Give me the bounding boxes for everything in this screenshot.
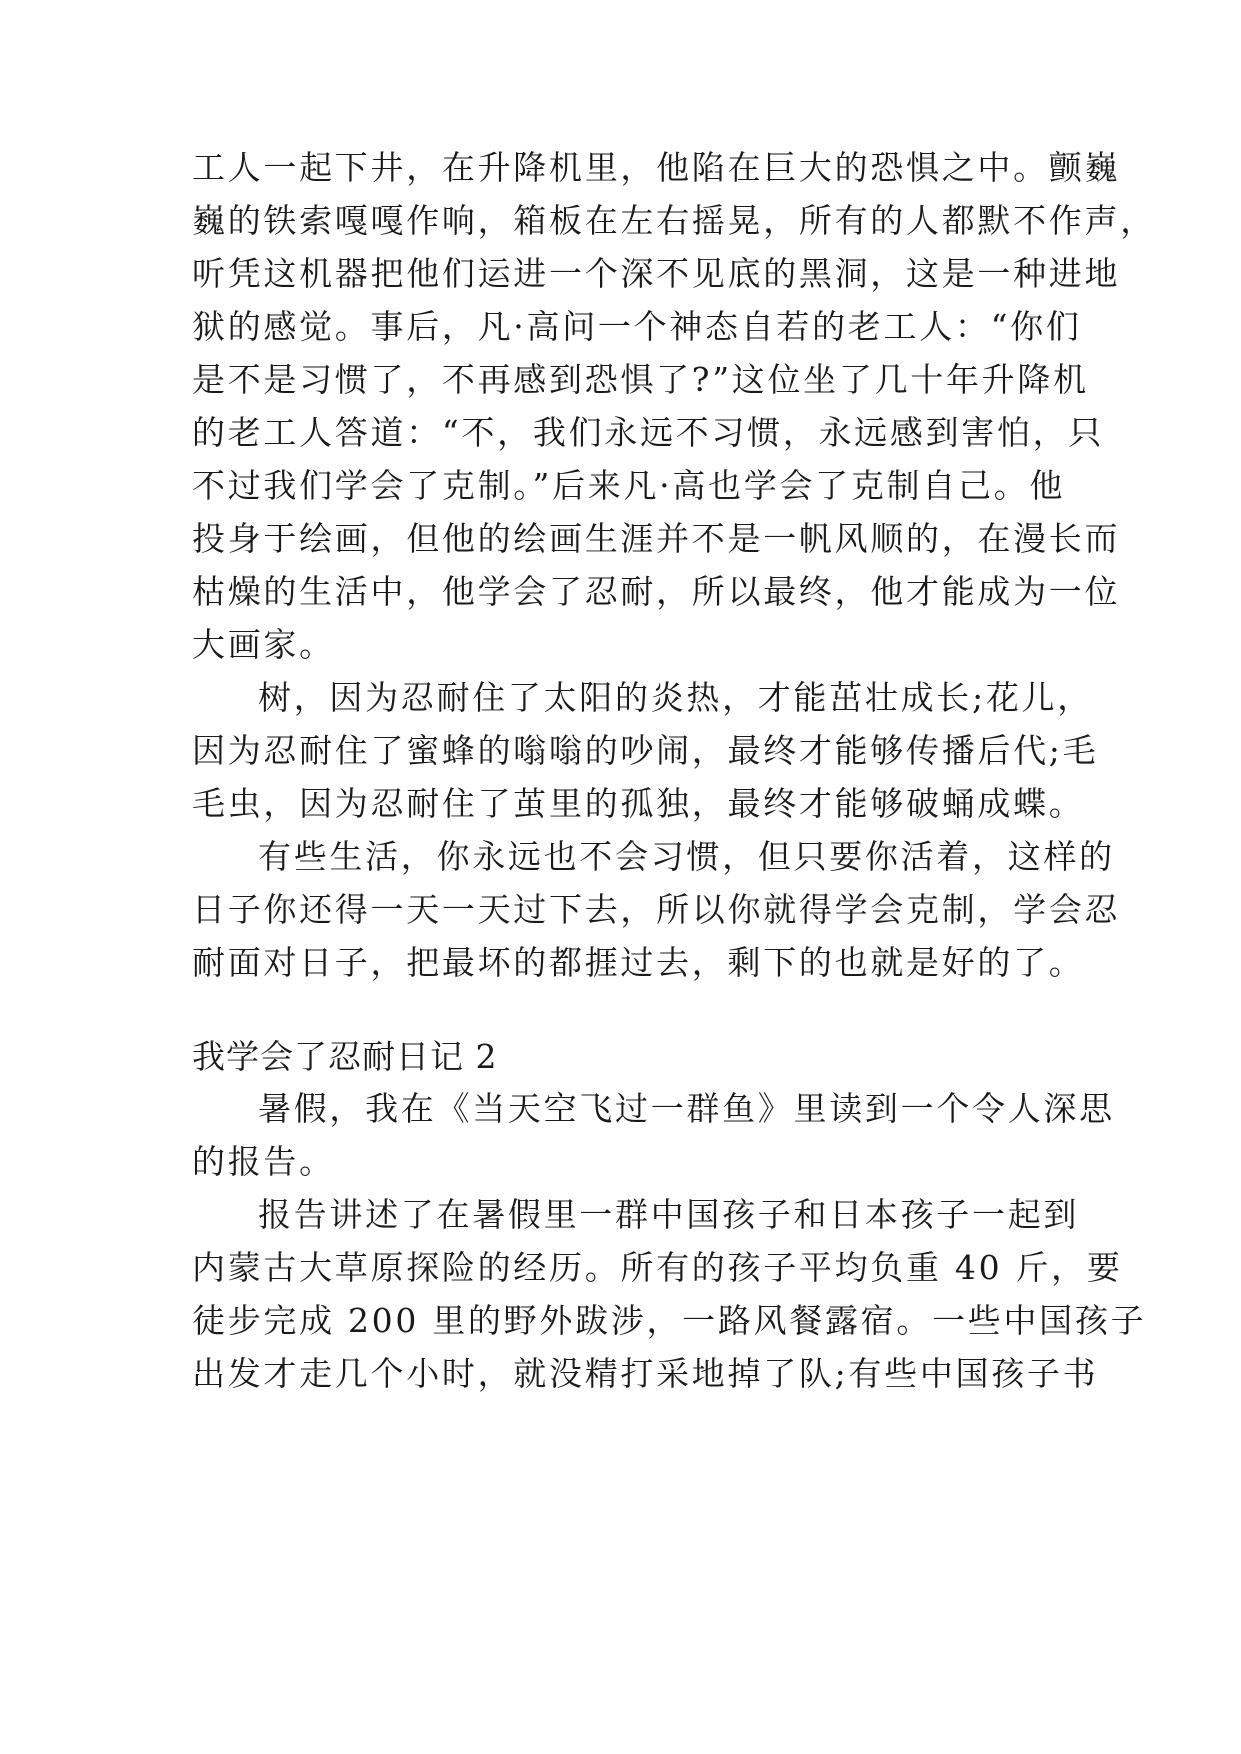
paragraph-line: 树，因为忍耐住了太阳的炎热，才能茁壮成长;花儿， bbox=[258, 678, 1093, 717]
paragraph-line: 的老工人答道：“不，我们永远不习惯，永远感到害怕，只 bbox=[192, 413, 1105, 452]
paragraph-line: 是不是习惯了，不再感到恐惧了?”这位坐了几十年升降机 bbox=[192, 360, 1089, 399]
paragraph-line: 徒步完成 200 里的野外跋涉，一路风餐露宿。一些中国孩子 bbox=[192, 1301, 1147, 1340]
section-title: 我学会了忍耐日记 2 bbox=[192, 1037, 498, 1076]
paragraph-line: 内蒙古大草原探险的经历。所有的孩子平均负重 40 斤，要 bbox=[192, 1248, 1123, 1287]
paragraph-line: 报告讲述了在暑假里一群中国孩子和日本孩子一起到 bbox=[258, 1195, 1080, 1234]
paragraph-line: 听凭这机器把他们运进一个深不见底的黑洞，这是一种进地 bbox=[192, 254, 1121, 293]
paragraph-line: 工人一起下井，在升降机里，他陷在巨大的恐惧之中。颤巍 bbox=[192, 148, 1121, 187]
paragraph-line: 大画家。 bbox=[192, 625, 335, 664]
paragraph-line: 出发才走几个小时，就没精打采地掉了队;有些中国孩子书 bbox=[192, 1354, 1099, 1393]
paragraph-line: 因为忍耐住了蜜蜂的嗡嗡的吵闹，最终才能够传播后代;毛 bbox=[192, 731, 1099, 770]
paragraph-line: 耐面对日子，把最坏的都捱过去，剩下的也就是好的了。 bbox=[192, 943, 1085, 982]
paragraph-line: 巍的铁索嘎嘎作响，箱板在左右摇晃，所有的人都默不作声， bbox=[192, 201, 1156, 240]
paragraph-line: 枯燥的生活中，他学会了忍耐，所以最终，他才能成为一位 bbox=[192, 572, 1121, 611]
paragraph-line: 狱的感觉。事后，凡·高问一个神态自若的老工人：“你们 bbox=[192, 307, 1082, 346]
paragraph-line: 暑假，我在《当天空飞过一群鱼》里读到一个令人深思 bbox=[258, 1089, 1115, 1128]
paragraph-line: 毛虫，因为忍耐住了茧里的孤独，最终才能够破蛹成蝶。 bbox=[192, 784, 1085, 823]
paragraph-line: 不过我们学会了克制。”后来凡·高也学会了克制自己。他 bbox=[192, 466, 1066, 505]
paragraph-line: 日子你还得一天一天过下去，所以你就得学会克制，学会忍 bbox=[192, 890, 1121, 929]
paragraph-line: 有些生活，你永远也不会习惯，但只要你活着，这样的 bbox=[258, 837, 1115, 876]
paragraph-line: 投身于绘画，但他的绘画生涯并不是一帆风顺的，在漫长而 bbox=[192, 519, 1121, 558]
paragraph-line: 的报告。 bbox=[192, 1142, 335, 1181]
